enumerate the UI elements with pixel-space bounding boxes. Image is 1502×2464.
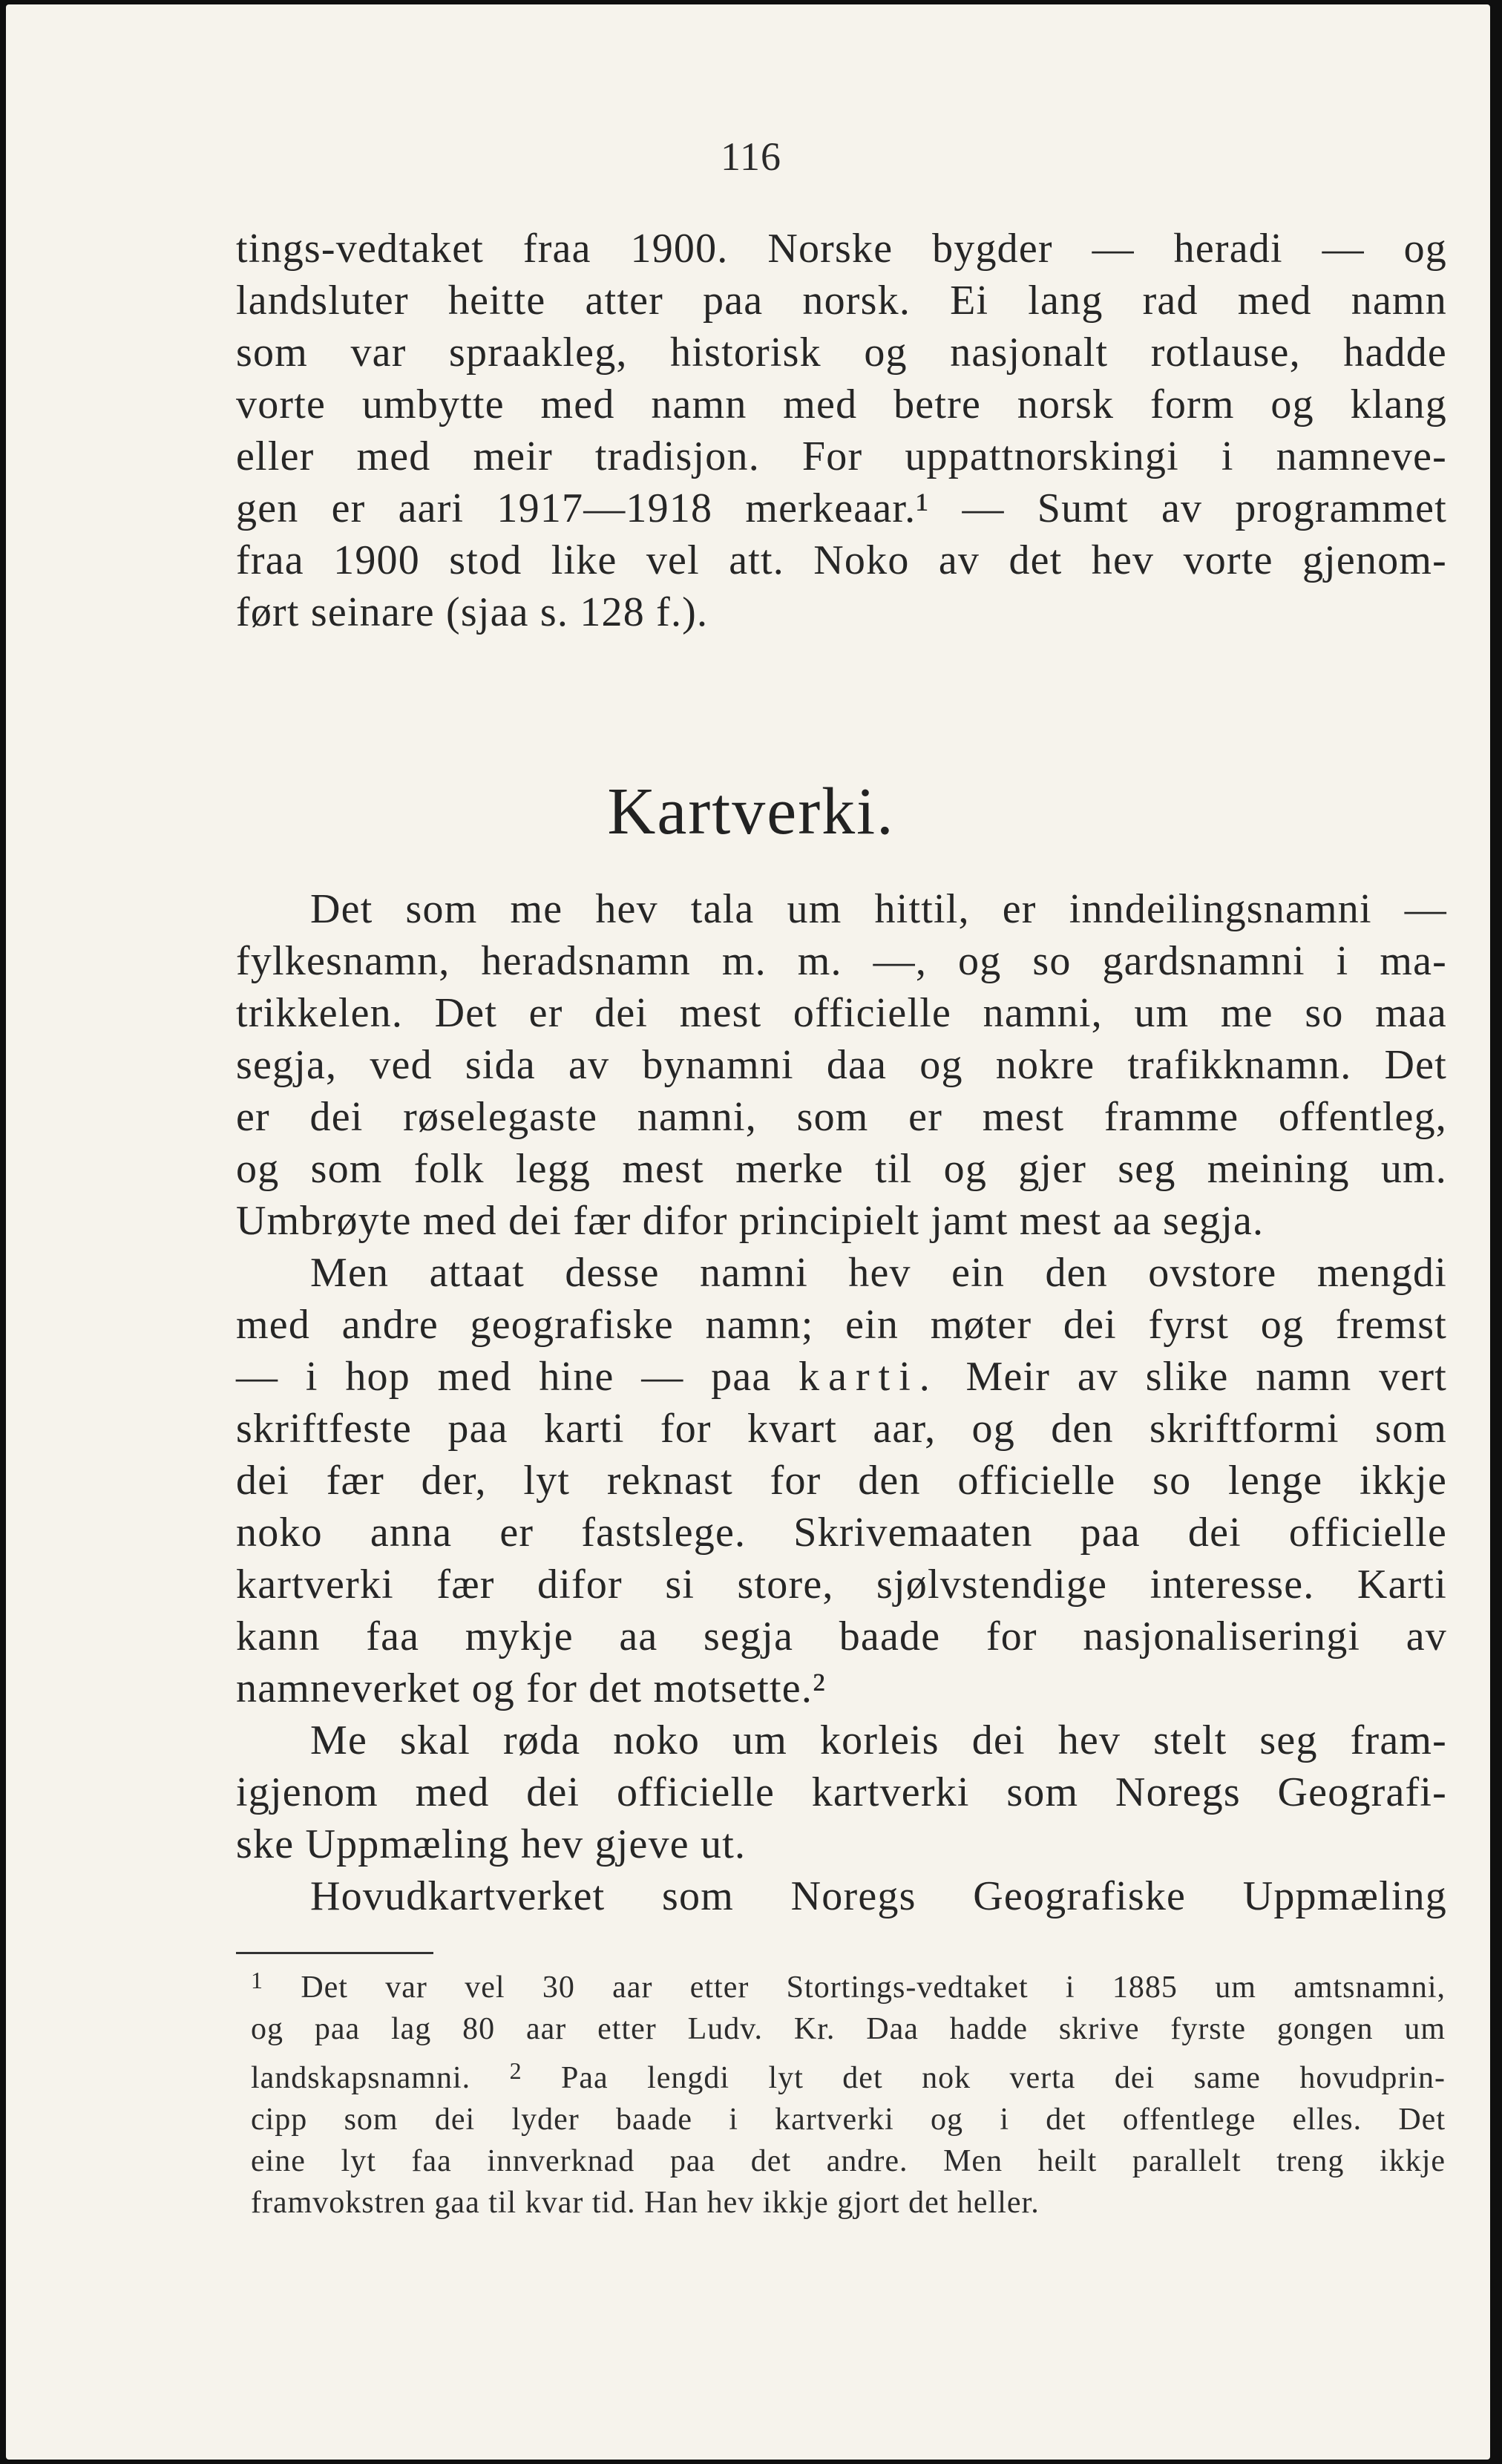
text-line: kartverki fær difor si store, sjølvstendige interesse. Karti [236, 1562, 1447, 1608]
text-line: skriftfeste paa karti for kvart aar, og den skriftformi som [236, 1406, 1447, 1452]
text-line: noko anna er fastslege. Skrivemaaten paa dei officielle [236, 1510, 1447, 1556]
paragraph-kartverki-intro [236, 883, 1447, 1247]
footnote-text: Det var vel 30 aar etter Stortings-vedtaket i 1885 um amtsnamni, [301, 1970, 1446, 2005]
text-line: trikkelen. Det er dei mest officielle namni, um me so maa [236, 990, 1447, 1036]
footnote-text: Paa lengdi lyt det nok verta dei same hovudprin- [561, 2061, 1446, 2095]
footnote-line: cipp som dei lyder baade i kartverki og i det offentlege elles. Det [251, 2103, 1446, 2137]
paragraph-continuation [236, 223, 1447, 638]
text-line: Det som me hev tala um hittil, er inndeilingsnamni — [310, 886, 1447, 932]
text-line: vorte umbytte med namn med betre norsk form og klang [236, 381, 1447, 427]
footnote-divider [236, 1952, 433, 1954]
text-line: ske Uppmæling hev gjeve ut. [236, 1821, 747, 1867]
paragraph-geographic-names [236, 1247, 1447, 1714]
text-line: og som folk legg mest merke til og gjer seg meining um. [236, 1146, 1447, 1192]
text-line: Me skal røda noko um korleis dei hev stelt seg fram- [310, 1717, 1447, 1763]
footnote-text: landskapsnamni. [251, 2061, 471, 2095]
footnote-marker: 2 [509, 2057, 522, 2084]
text-line: namneverket og for det motsette.² [236, 1665, 827, 1711]
footnote-line [251, 2050, 1446, 2099]
text-line: ført seinare (sjaa s. 128 f.). [236, 589, 709, 635]
footnote-line: eine lyt faa innverknad paa det andre. Men heilt parallelt treng ikkje [251, 2144, 1446, 2178]
text-line: fraa 1900 stod like vel att. Noko av det hev vorte gjenom- [236, 537, 1447, 583]
footnotes [251, 1959, 1446, 2224]
paragraph-survey [236, 1714, 1447, 1870]
text-line: dei fær der, lyt reknast for den officielle so lenge ikkje [236, 1458, 1447, 1504]
text-line: tings-vedtaket fraa 1900. Norske bygder — heradi — og [236, 226, 1447, 272]
text-line: Umbrøyte med dei fær difor principielt jamt mest aa segja. [236, 1198, 1265, 1244]
text-line: gen er aari 1917—1918 merkeaar.¹ — Sumt av programmet [236, 485, 1447, 531]
text-line: Hovudkartverket som Noregs Geografiske Uppmæling [310, 1873, 1447, 1919]
emphasized-word: karti. [798, 1354, 939, 1400]
page-number: 116 [721, 134, 781, 179]
text-line: igjenom med dei officielle kartverki som Noregs Geografi- [236, 1769, 1447, 1815]
footnote-line: og paa lag 80 aar etter Ludv. Kr. Daa hadde skrive fyrste gongen um [251, 2012, 1446, 2046]
section-heading: Kartverki. [607, 775, 895, 848]
text-line: kann faa mykje aa segja baade for nasjonaliseringi av [236, 1613, 1447, 1659]
text-line [236, 1351, 1447, 1403]
footnote-line: framvokstren gaa til kvar tid. Han hev ikkje gjort det heller. [251, 2186, 1040, 2220]
text-line: eller med meir tradisjon. For uppattnorskingi i namneve- [236, 433, 1447, 479]
text-line: Men attaat desse namni hev ein den ovstore mengdi [310, 1250, 1447, 1296]
text-line: segja, ved sida av bynamni daa og nokre trafikknamn. Det [236, 1042, 1447, 1088]
text-line: med andre geografiske namn; ein møter dei fyrst og fremst [236, 1302, 1447, 1348]
footnote-marker: 1 [251, 1967, 263, 1993]
text-line: er dei røselegaste namni, som er mest framme offentleg, [236, 1094, 1447, 1140]
text-line: landsluter heitte atter paa norsk. Ei lang rad med namn [236, 278, 1447, 324]
text-segment: Meir av slike namn vert [965, 1354, 1448, 1400]
text-segment: — i hop med hine — paa [236, 1354, 772, 1400]
text-line: fylkesnamn, heradsnamn m. m. —, og so gardsnamni i ma- [236, 938, 1447, 984]
text-line: som var spraakleg, historisk og nasjonalt rotlause, hadde [236, 330, 1447, 376]
paragraph-main-map [236, 1870, 1447, 1922]
footnote-line [251, 1959, 1446, 2008]
